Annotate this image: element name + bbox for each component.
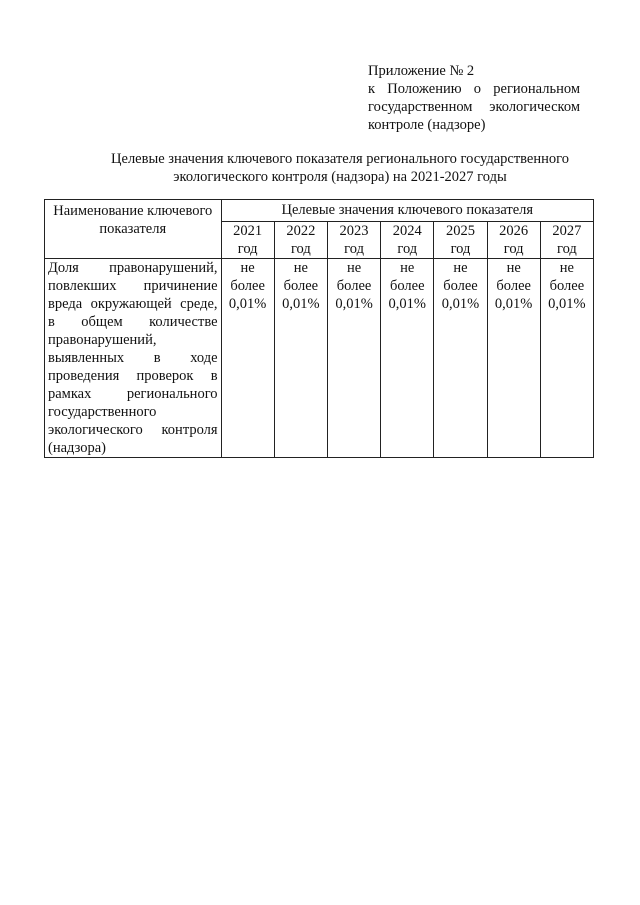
value-line: 0,01% (335, 296, 373, 312)
year-number: 2024 (392, 223, 422, 239)
indicator-line: экологического контроля (48, 422, 218, 438)
year-unit: год (450, 241, 471, 257)
target-value-cell (540, 259, 593, 458)
indicator-line: рамках регионального (48, 386, 218, 402)
year-header (487, 222, 540, 259)
indicator-line: выявленных в ходе (48, 350, 218, 366)
year-header (327, 222, 380, 259)
value-line: более (496, 278, 531, 294)
target-value-cell (381, 259, 434, 458)
year-header (434, 222, 487, 259)
value-line: не (559, 260, 574, 276)
value-line: 0,01% (548, 296, 586, 312)
value-line: более (389, 278, 425, 294)
target-value-cell (434, 259, 487, 458)
year-unit: год (290, 241, 311, 257)
value-line: 0,01% (441, 296, 480, 312)
target-values-table (44, 199, 594, 458)
year-header (540, 222, 593, 259)
year-number: 2025 (445, 223, 475, 239)
target-value-cell (274, 259, 327, 458)
title-line: экологического контроля (надзора) на 2021-2027 годы (173, 169, 507, 185)
value-line: 0,01% (388, 296, 426, 312)
year-header (221, 222, 274, 259)
indicator-line: вреда окружающей среде, (48, 296, 218, 312)
value-line: не (240, 260, 255, 276)
target-value-cell (221, 259, 274, 458)
title-line: Целевые значения ключевого показателя регионального государственного (111, 151, 569, 167)
year-unit: год (344, 241, 364, 257)
year-number: 2021 (233, 223, 263, 239)
target-values-header: Целевые значения ключевого показателя (221, 200, 593, 222)
value-line: не (400, 260, 415, 276)
appendix-reference: контроле (надзоре) (368, 117, 486, 133)
value-line: не (506, 260, 521, 276)
indicator-name-header: Наименование ключевого показателя (45, 200, 222, 259)
target-value-cell (487, 259, 540, 458)
appendix-header (368, 62, 580, 134)
year-number: 2022 (286, 223, 316, 239)
indicator-name-cell (45, 259, 222, 458)
indicator-line: (надзора) (48, 440, 106, 456)
year-number: 2026 (499, 223, 529, 239)
appendix-reference: государственном экологическом (368, 99, 580, 115)
value-line: не (346, 260, 362, 276)
value-line: 0,01% (494, 296, 533, 312)
indicator-line: в общем количестве (48, 314, 218, 330)
indicator-line: правонарушений, (48, 332, 157, 348)
year-header (381, 222, 434, 259)
value-line: более (283, 278, 319, 294)
year-number: 2027 (552, 223, 582, 239)
value-line: 0,01% (228, 296, 267, 312)
document-title (60, 150, 620, 186)
table-header-row (45, 200, 594, 222)
value-line: более (443, 278, 478, 294)
table-row (45, 259, 594, 458)
year-unit: год (237, 241, 258, 257)
value-line: более (336, 278, 372, 294)
year-unit: год (503, 241, 524, 257)
indicator-line: государственного (48, 404, 157, 420)
value-line: 0,01% (282, 296, 320, 312)
appendix-reference: к Положению о региональном (368, 81, 580, 97)
value-line: более (549, 278, 585, 294)
year-header (274, 222, 327, 259)
indicator-line: повлекших причинение (48, 278, 218, 294)
value-line: более (230, 278, 265, 294)
indicator-line: проведения проверок в (48, 368, 218, 384)
indicator-line: Доля правонарушений, (48, 260, 218, 276)
year-unit: год (397, 241, 418, 257)
appendix-number: Приложение № 2 (368, 63, 475, 79)
value-line: не (293, 260, 308, 276)
target-value-cell (327, 259, 380, 458)
value-line: не (453, 260, 468, 276)
year-unit: год (556, 241, 577, 257)
year-number: 2023 (339, 223, 369, 239)
